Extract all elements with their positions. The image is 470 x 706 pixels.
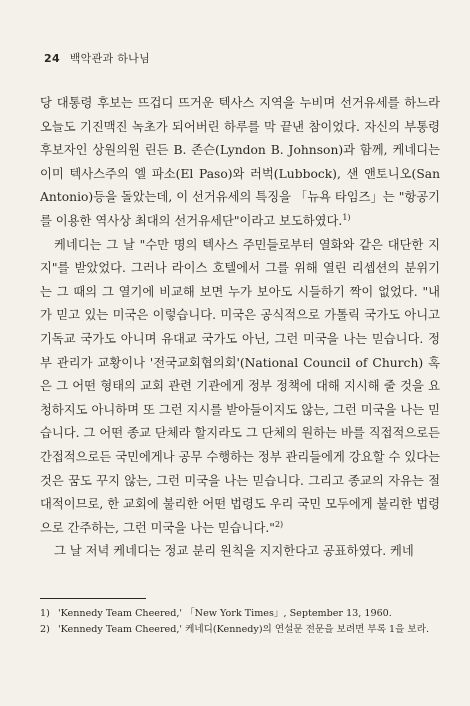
paragraph-2: [40, 234, 440, 541]
footnote-marker: 1): [342, 212, 351, 222]
footnote-number: 2): [40, 624, 50, 635]
footnote-divider: [40, 598, 146, 599]
paragraph-3: [40, 540, 440, 564]
footnote-marker: 2): [274, 519, 284, 529]
paragraph-1: [40, 92, 440, 234]
running-title: 백악관과 하나님: [69, 52, 150, 65]
body-text: [40, 92, 440, 564]
footnote-text: 'Kennedy Team Cheered,' 「New York Times」, September 13, 1960.: [58, 608, 392, 619]
paragraph-text: 그 날 저녁 케네디는 정교 분리 원칙을 지지한다고 공표하였다. 케네: [54, 544, 414, 559]
paragraph-text: 당 대통령 후보는 뜨겁디 뜨거운 텍사스 지역을 누비며 선거유세를 하느라 오늘도 기진맥진 녹초가 되어버린 하루를 막 끝낸 참이었다. 자신의 부통령 후보자인 상원의원 린든 B. 존슨(Lyndon B. Johnson)과 함께, 케네디는 이미 텍사스주의 엘 파소(El Paso)와 러벅(Lubbock), 샌 앤토니오(San Antonio)등을 돌았는데, 이 선거유세의 특징을 「뉴욕 타임즈」는 "항공기를 이용한 역사상 최대의 선거유세단"이라고 보도하였다.: [40, 96, 440, 228]
footnote-text: 'Kennedy Team Cheered,' 케네디(Kennedy)의 연설문 전문을 보려면 부록 1을 보라.: [58, 624, 430, 635]
page-number: 24: [44, 52, 60, 65]
running-header: [44, 50, 150, 66]
paragraph-text: 케네디는 그 날 "수만 명의 텍사스 주민들로부터 열화와 같은 대단한 지지"를 받았었다. 그러나 라이스 호텔에서 그를 위해 열린 리셉션의 분위기는 그 때의 그 열기에 비교해 보면 누가 보아도 시들하기 짝이 없었다. "내가 믿고 있는 미국은 이렇습니다. 미국은 공식적으로 가톨릭 국가도 아니고 기독교 국가도 아니며 유대교 국가도 아닌, 그런 미국을 나는 믿습니다. 정부 관리가 교황이나 '전국교회협의회'(National Council of Church) 혹은 그 어떤 형태의 교회 관련 기관에게 정부 정책에 대해 지시해 줄 것을 요청하지도 아니하며 또 그런 지시를 받아들이지도 않는, 그런 미국을 나는 믿습니다. 그 어떤 종교 단체라 할지라도 그 단체의 원하는 바를 직접적으로든 간접적으로든 국민에게나 공무 수행하는 정부 관리들에게 강요할 수 있다는 것은 꿈도 꾸지 않는, 그런 미국을 나는 믿습니다. 그리고 종교의 자유는 절대적이므로, 한 교회에 불리한 어떤 법령도 우리 국민 모두에게 불리한 법령으로 간주하는, 그런 미국을 나는 믿습니다.": [40, 237, 440, 535]
footnotes: [40, 606, 440, 638]
footnote: [40, 606, 440, 622]
footnote-number: 1): [40, 608, 50, 619]
footnote: [40, 622, 440, 638]
